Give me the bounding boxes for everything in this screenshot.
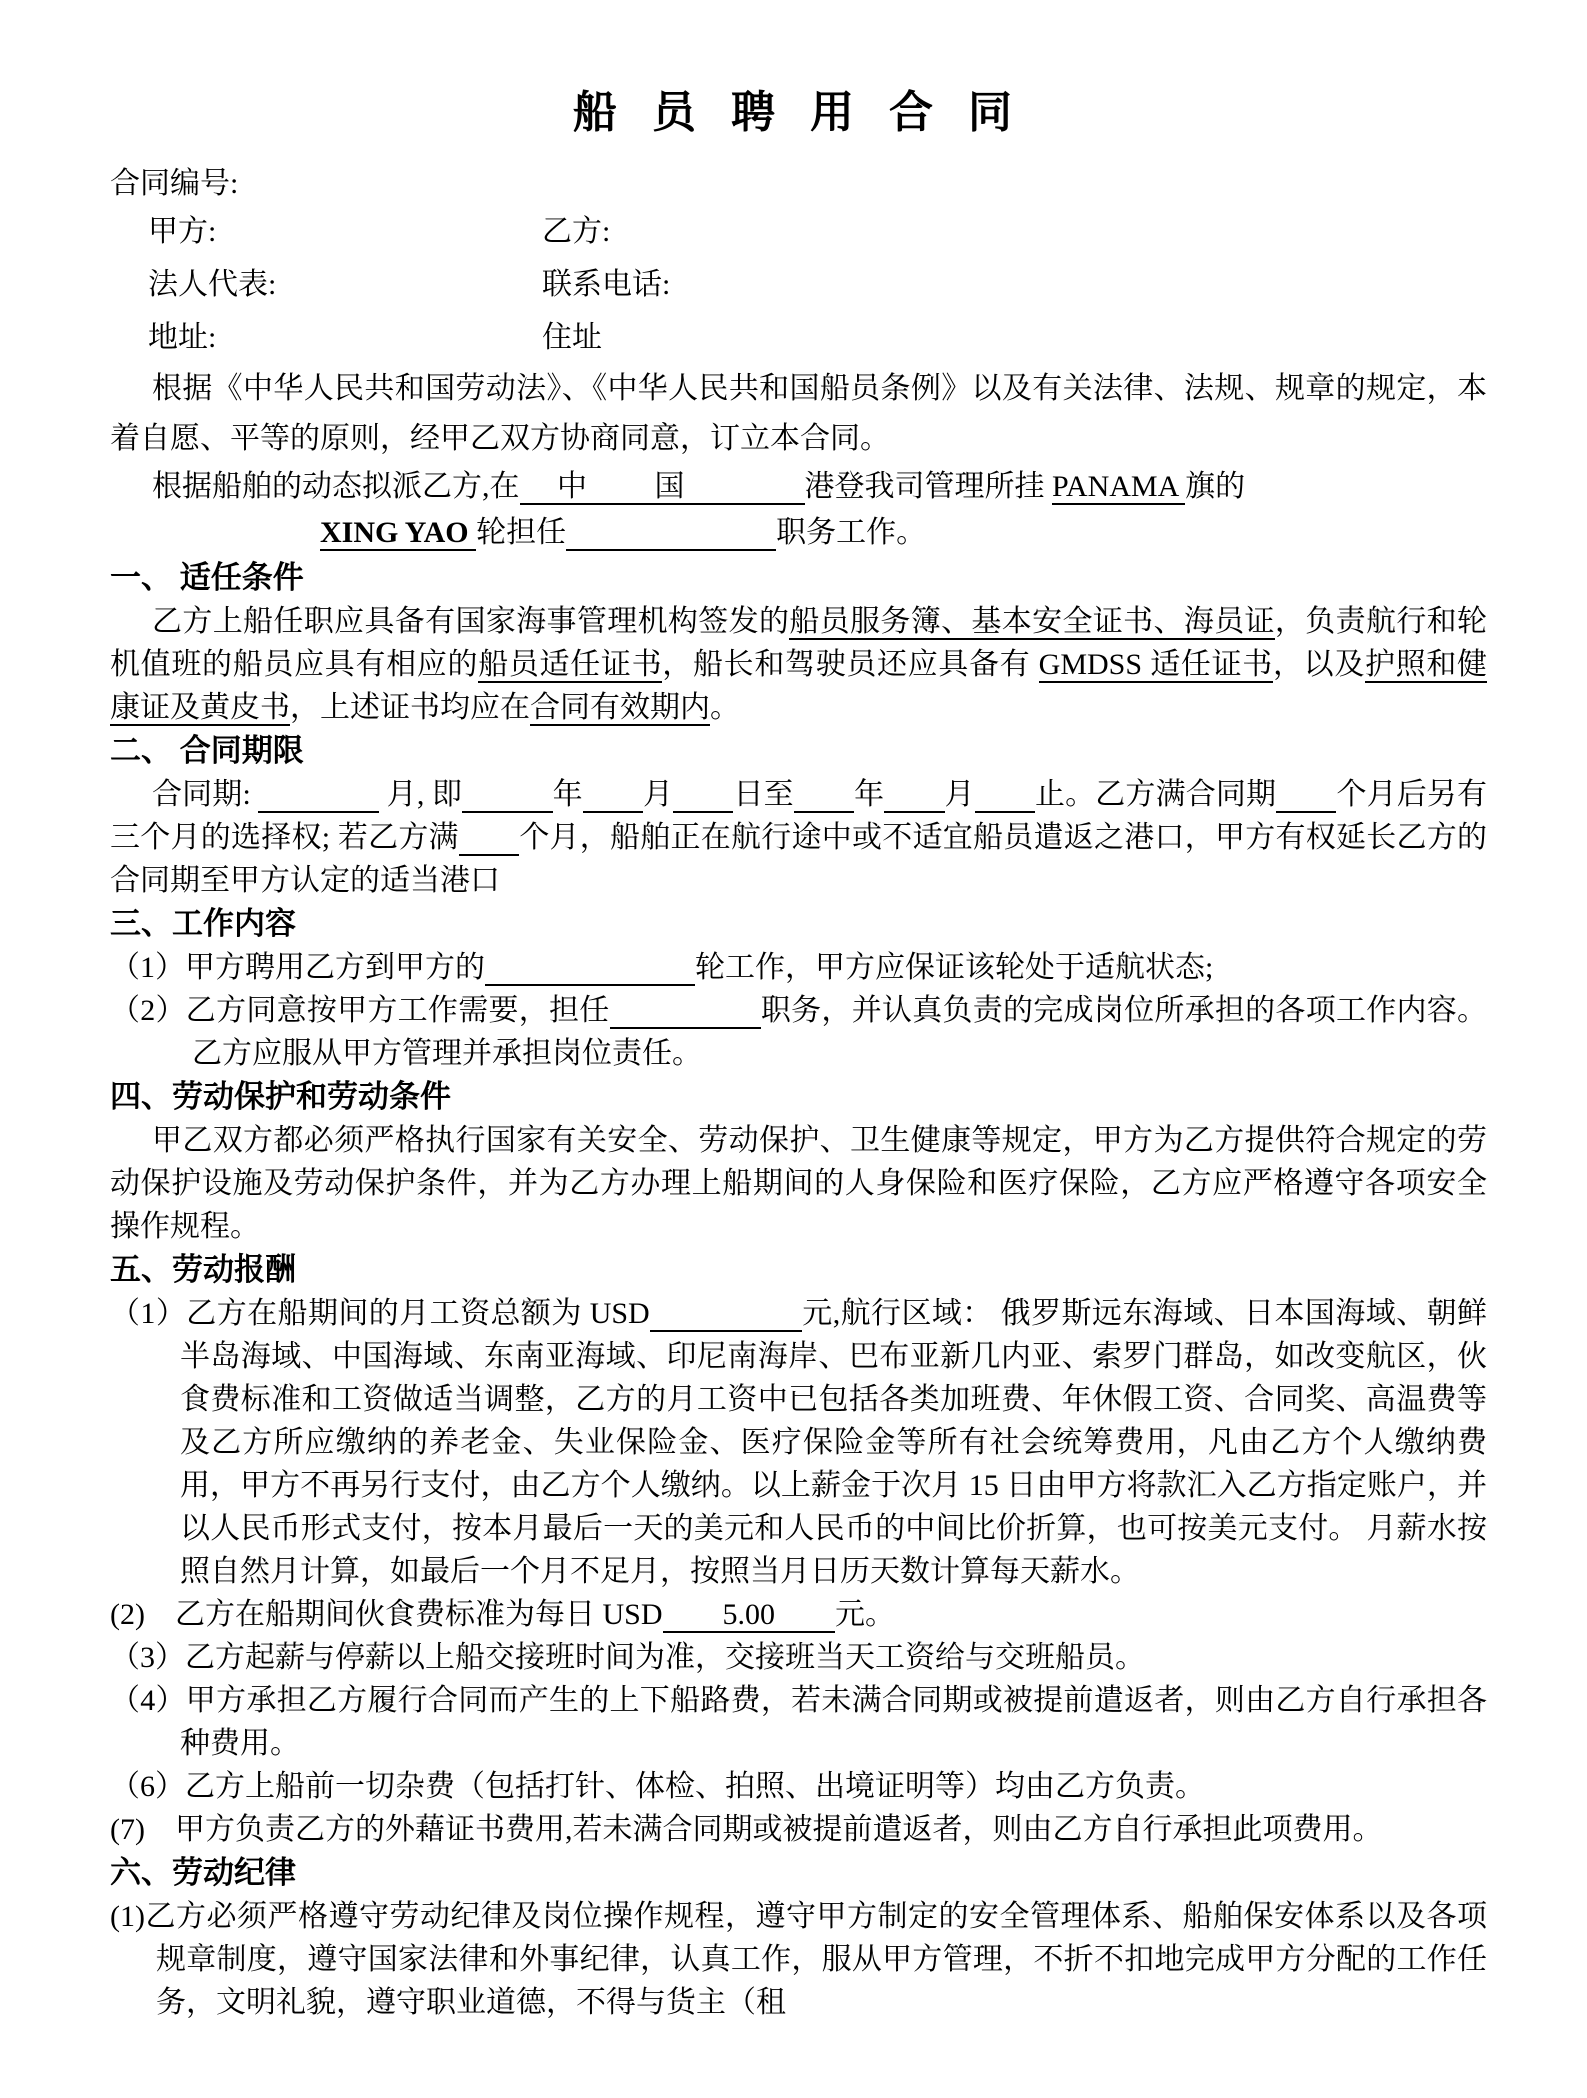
text-segment: 港登我司管理所挂 [804,470,1052,503]
text-segment: PANAMA [1052,470,1186,503]
section-labor-protection-body [110,1119,1487,1248]
address-label: 地址: [148,321,217,354]
section-contract-term-body [110,773,1487,902]
text-segment: 年 [552,778,583,811]
text-segment: 合同期: [152,778,259,811]
text-segment: 船员服务簿、基本安全证书、海员证 [789,605,1275,638]
section-heading-labor-protection: 四、劳动保护和劳动条件 [110,1079,451,1114]
text-segment [650,1297,803,1332]
text-segment: (1)乙方必须严格遵守劳动纪律及岗位操作规程，遵守甲方制定的安全管理体系、船舶保安体系以及各项规章制度，遵守国家法律和外事纪律，认真工作，服从甲方管理，不折不扣地完成甲方分配的工作任务，文明礼貌，遵守职业道德，不得与货主（租 [110,1900,1487,2019]
party-row-1 [110,205,1487,258]
text-segment: （2）乙方同意按甲方工作需要，担任 [110,994,610,1027]
intro-paragraph-assignment-line1 [110,464,1487,510]
text-segment: 船员适任证书 [478,648,663,681]
text-segment: 轮担任 [476,516,567,549]
work-content-item-2 [110,989,1487,1075]
text-segment [1276,778,1336,813]
text-segment: （1）甲方聘用乙方到甲方的 [110,951,485,984]
text-segment: 日至 [733,778,794,811]
text-segment: (7) 甲方负责乙方的外藉证书费用,若未满合同期或被提前遣返者，则由乙方自行承担此项费用。 [110,1813,1383,1846]
text-segment: 个月，船舶正在航行途中或不适宜船员遣返之港口，甲方有权延长乙方的合同期至甲方认定的适当港口 [110,821,1487,897]
party-a-label: 甲方: [148,215,217,248]
text-segment: （3）乙方起薪与停薪以上船交接班时间为准，交接班当天工资给与交班船员。 [110,1641,1145,1674]
remuneration-item-6 [110,1765,1487,1808]
text-segment: (2) 乙方在船期间伙食费标准为每日 USD [110,1598,663,1631]
text-segment: 轮工作，甲方应保证该轮处于适航状态; [695,951,1214,984]
remuneration-item-4 [110,1679,1487,1765]
intro-paragraph-assignment-line2 [110,510,1487,556]
text-segment: （6）乙方上船前一切杂费（包括打针、体检、拍照、出境证明等）均由乙方负责。 [110,1770,1205,1803]
text-segment [583,778,643,813]
text-segment [462,778,552,813]
text-segment: 中 国 [519,470,805,503]
text-segment: ，船长和驾驶员还应具备有 [662,648,1039,681]
legal-representative-label: 法人代表: [148,268,277,301]
text-segment [794,778,854,813]
work-content-item-1 [110,946,1487,989]
party-row-3 [110,311,1487,364]
text-segment: （1）乙方在船期间的月工资总额为 USD [110,1297,650,1330]
text-segment: 合同有效期内 [530,691,710,724]
text-segment: 乙方上船任职应具备有国家海事管理机构签发的 [152,605,790,638]
text-segment: 。 [710,691,740,724]
remuneration-item-3 [110,1636,1487,1679]
text-segment [566,516,776,551]
party-row-2 [110,258,1487,311]
contact-phone-label: 联系电话: [542,268,671,301]
text-segment: 元。 [835,1598,895,1631]
text-segment: 止。乙方满合同期 [1034,778,1277,811]
section-heading-contract-term: 二、 合同期限 [110,733,304,768]
text-segment: （4）甲方承担乙方履行合同而产生的上下船路费，若未满合同期或被提前遣返者，则由乙方自行承担各种费用。 [110,1684,1487,1760]
remuneration-item-7 [110,1808,1487,1851]
text-segment: ，上述证书均应在 [290,691,530,724]
text-segment: 甲乙双方都必须严格执行国家有关安全、劳动保护、卫生健康等规定，甲方为乙方提供符合规定的劳动保护设施及劳动保护条件，并为乙方办理上船期间的人身保险和医疗保险，乙方应严格遵守各项安全操作规程。 [110,1124,1487,1243]
intro-paragraph-basis: 根据《中华人民共和国劳动法》、《中华人民共和国船员条例》以及有关法律、法规、规章的规定，本着自愿、平等的原则，经甲乙双方协商同意，订立本合同。 [110,372,1487,455]
text-segment: 职务工作。 [776,516,927,549]
section-heading-remuneration: 五、劳动报酬 [110,1252,296,1287]
text-segment: ，以及 [1272,648,1365,681]
text-segment: 月 [944,778,975,811]
text-segment: GMDSS 适任证书 [1038,648,1273,681]
text-segment [485,951,695,986]
text-segment: 旗的 [1185,470,1246,503]
remuneration-item-1 [110,1292,1487,1593]
text-segment [610,994,761,1029]
party-b-label: 乙方: [542,215,611,248]
text-segment [258,778,379,813]
text-segment: XING YAO [320,516,477,549]
text-segment: 年 [854,778,885,811]
text-segment [459,821,520,856]
text-segment: 根据船舶的动态拟派乙方,在 [152,470,520,503]
section-qualifications-body [110,600,1487,729]
text-segment: 月 [643,778,674,811]
section-heading-qualifications: 一、 适任条件 [110,560,304,595]
residence-label: 住址 [542,321,602,354]
text-segment: 职务，并认真负责的完成岗位所承担的各项工作内容。乙方应服从甲方管理并承担岗位责任。 [192,994,1488,1070]
contract-number-label: 合同编号: [110,167,239,200]
section-heading-work-content: 三、工作内容 [110,906,296,941]
text-segment [884,778,944,813]
document-title: 船 员 聘 用 合 同 [573,88,1024,137]
text-segment [673,778,733,813]
text-segment: 5.00 [662,1598,835,1631]
text-segment: 个月后另有三个月的选择权; 若乙方满 [110,778,1488,854]
text-segment: 元,航行区域： 俄罗斯远东海域、日本国海域、朝鲜半岛海域、中国海域、东南亚海域、印尼南海岸、巴布亚新几内亚、索罗门群岛，如改变航区，伙食费标准和工资做适当调整，乙方的月工资中已包括各类加班费、年休假工资、合同奖、高温费等及乙方所应缴纳的养老金、失业保险金、医疗保险金等所有社会统筹费用，凡由乙方个人缴纳费用，甲方不再另行支付，由乙方个人缴纳。以上薪金于次月 15 日由甲方将款汇入乙方指定账户，并以人民币形式支付，按本月最后一天的美元和人民币的中间比价折算，也可按美元支付。 月薪水按照自然月计算，如最后一个月不足月，按照当月日历天数计算每天薪水。 [180,1297,1488,1588]
section-heading-labor-discipline: 六、劳动纪律 [110,1855,296,1890]
labor-discipline-item-1 [110,1895,1487,2024]
text-segment [975,778,1035,813]
text-segment: ，负责航行和轮机值班的船员应具有相应的 [110,605,1488,681]
remuneration-item-2 [110,1593,1487,1636]
text-segment: 护照和健康证及黄皮书 [110,648,1488,724]
text-segment: 月, 即 [379,778,463,811]
